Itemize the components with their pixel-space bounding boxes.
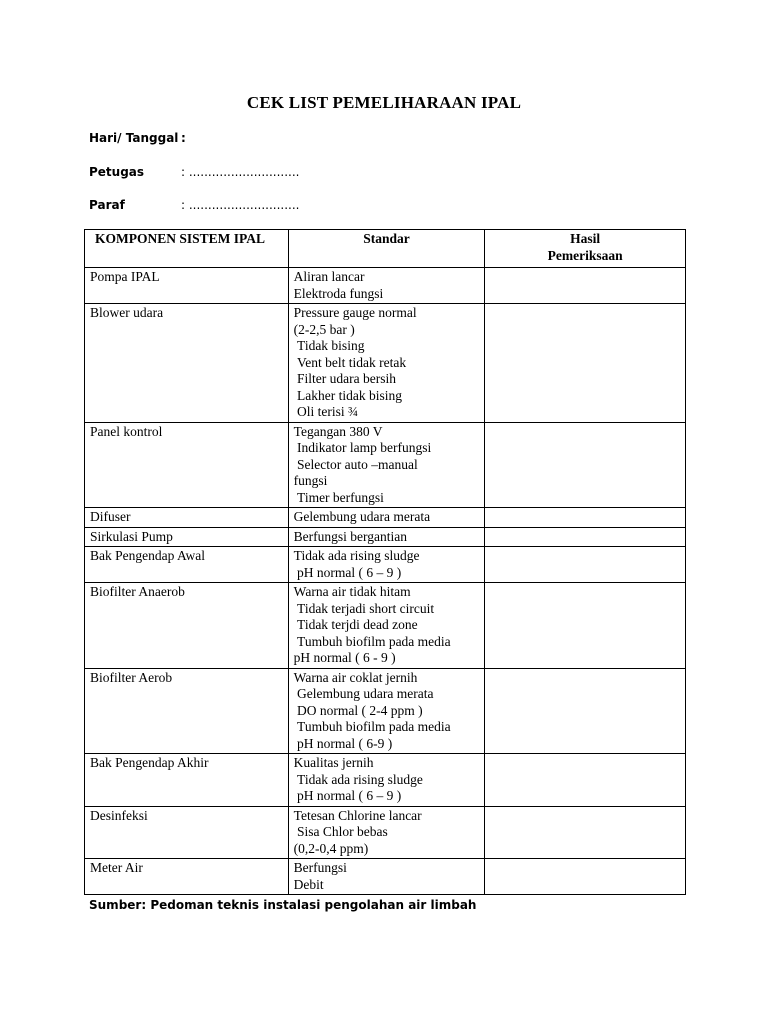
cell-standar: Kualitas jernih Tidak ada rising sludge pH normal ( 6 – 9 ) xyxy=(288,754,485,807)
cell-komponen: Biofilter Anaerob xyxy=(85,583,289,669)
field-label: Petugas xyxy=(89,165,145,179)
cell-hasil[interactable] xyxy=(485,422,686,508)
cell-komponen: Pompa IPAL xyxy=(85,268,289,304)
cell-standar: Berfungsi bergantian xyxy=(288,527,485,547)
cell-komponen: Desinfeksi xyxy=(85,806,289,859)
table-row xyxy=(85,304,686,423)
header-standar: Standar xyxy=(288,230,485,268)
cell-komponen: Meter Air xyxy=(85,859,289,895)
field-value: : ............................. xyxy=(181,165,300,179)
table-row xyxy=(85,859,686,895)
field-petugas xyxy=(89,165,299,179)
cell-hasil[interactable] xyxy=(485,668,686,754)
table-row xyxy=(85,754,686,807)
field-value: : ............................. xyxy=(181,198,300,212)
cell-standar: Pressure gauge normal (2-2,5 bar ) Tidak bising Vent belt tidak retak Filter udara bersih Lakher tidak bising Oli terisi ¾ xyxy=(288,304,485,423)
cell-hasil[interactable] xyxy=(485,806,686,859)
cell-komponen: Bak Pengendap Awal xyxy=(85,547,289,583)
cell-standar: Warna air coklat jernih Gelembung udara merata DO normal ( 2-4 ppm ) Tumbuh biofilm pada media pH normal ( 6-9 ) xyxy=(288,668,485,754)
header-komponen: KOMPONEN SISTEM IPAL xyxy=(85,230,289,268)
cell-hasil[interactable] xyxy=(485,304,686,423)
field-value: : xyxy=(181,131,186,145)
cell-standar: Tidak ada rising sludge pH normal ( 6 – 9 ) xyxy=(288,547,485,583)
cell-hasil[interactable] xyxy=(485,508,686,528)
cell-standar: Gelembung udara merata xyxy=(288,508,485,528)
cell-komponen: Blower udara xyxy=(85,304,289,423)
cell-hasil[interactable] xyxy=(485,859,686,895)
cell-standar: Tegangan 380 V Indikator lamp berfungsi Selector auto –manual fungsi Timer berfungsi xyxy=(288,422,485,508)
table-row xyxy=(85,583,686,669)
table-row xyxy=(85,547,686,583)
table-row xyxy=(85,508,686,528)
field-paraf xyxy=(89,198,299,212)
checklist-table xyxy=(84,229,686,895)
cell-standar: Aliran lancar Elektroda fungsi xyxy=(288,268,485,304)
source-note: Sumber: Pedoman teknis instalasi pengolahan air limbah xyxy=(89,898,477,912)
cell-komponen: Sirkulasi Pump xyxy=(85,527,289,547)
cell-standar: Berfungsi Debit xyxy=(288,859,485,895)
cell-hasil[interactable] xyxy=(485,268,686,304)
header-hasil: Hasil Pemeriksaan xyxy=(485,230,686,268)
table-row xyxy=(85,268,686,304)
cell-komponen: Bak Pengendap Akhir xyxy=(85,754,289,807)
field-hari-tanggal xyxy=(89,131,186,145)
cell-komponen: Biofilter Aerob xyxy=(85,668,289,754)
cell-hasil[interactable] xyxy=(485,527,686,547)
cell-komponen: Panel kontrol xyxy=(85,422,289,508)
field-label: Paraf xyxy=(89,198,125,212)
cell-hasil[interactable] xyxy=(485,583,686,669)
table-row xyxy=(85,806,686,859)
cell-komponen: Difuser xyxy=(85,508,289,528)
cell-standar: Warna air tidak hitam Tidak terjadi short circuit Tidak terjdi dead zone Tumbuh biofilm pada media pH normal ( 6 - 9 ) xyxy=(288,583,485,669)
cell-hasil[interactable] xyxy=(485,547,686,583)
document-title: CEK LIST PEMELIHARAAN IPAL xyxy=(246,93,522,112)
table-header-row xyxy=(85,230,686,268)
table-row xyxy=(85,668,686,754)
cell-hasil[interactable] xyxy=(485,754,686,807)
field-label: Hari/ Tanggal xyxy=(89,131,179,145)
table-row xyxy=(85,527,686,547)
table-row xyxy=(85,422,686,508)
cell-standar: Tetesan Chlorine lancar Sisa Chlor bebas (0,2-0,4 ppm) xyxy=(288,806,485,859)
